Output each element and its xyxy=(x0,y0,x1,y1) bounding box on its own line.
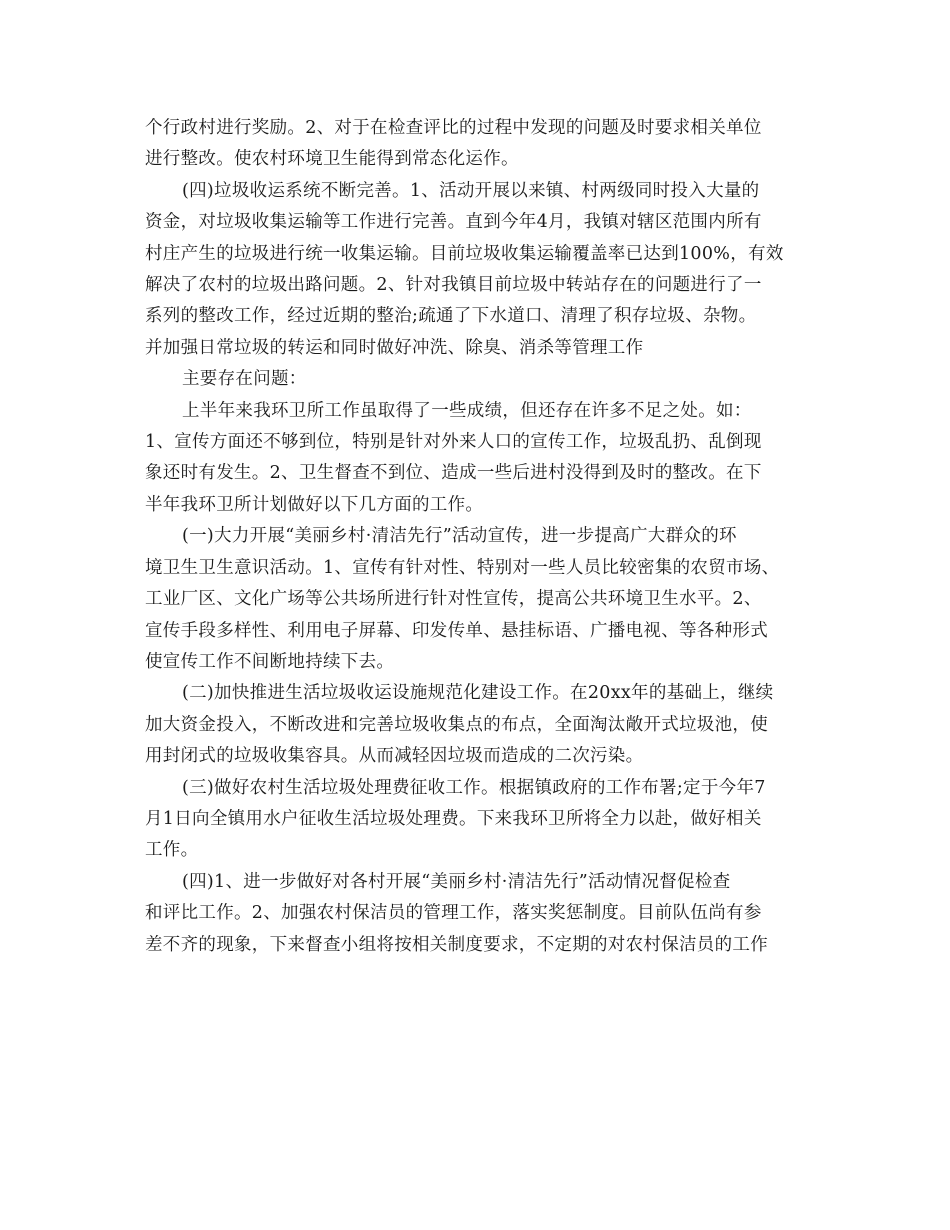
document-line: 象还时有发生。2、卫生督查不到位、造成一些后进村没得到及时的整改。在下 xyxy=(145,463,762,484)
document-line: 使宣传工作不间断地持续下去。 xyxy=(145,651,395,672)
document-line: 主要存在问题： xyxy=(182,369,307,390)
document-line: 进行整改。使农村环境卫生能得到常态化运作。 xyxy=(145,149,519,170)
document-line: 工业厂区、文化广场等公共场所进行针对性宣传，提高公共环境卫生水平。2、 xyxy=(145,589,762,610)
document-line: 并加强日常垃圾的转运和同时做好冲洗、除臭、消杀等管理工作 xyxy=(145,337,644,358)
document-line: (四)垃圾收运系统不断完善。1、活动开展以来镇、村两级同时投入大量的 xyxy=(182,180,760,201)
document-line: 加大资金投入，不断改进和完善垃圾收集点的布点，全面淘汰敞开式垃圾池，使 xyxy=(145,714,768,735)
document-line: 上半年来我环卫所工作虽取得了一些成绩，但还存在许多不足之处。如： xyxy=(182,400,752,421)
document-line: 资金，对垃圾收集运输等工作进行完善。直到今年4月，我镇对辖区范围内所有 xyxy=(145,212,762,233)
document-line: 个行政村进行奖励。2、对于在检查评比的过程中发现的问题及时要求相关单位 xyxy=(145,118,762,138)
document-line: 工作。 xyxy=(145,840,199,861)
document-line: 差不齐的现象，下来督查小组将按相关制度要求，不定期的对农村保洁员的工作 xyxy=(145,934,768,955)
document-line: (三)做好农村生活垃圾处理费征收工作。根据镇政府的工作布署;定于今年7 xyxy=(182,777,766,798)
document-body-text xyxy=(145,113,810,961)
document-line: 村庄产生的垃圾进行统一收集运输。目前垃圾收集运输覆盖率已达到100%，有效 xyxy=(145,243,784,264)
document-line: 用封闭式的垃圾收集容具。从而减轻因垃圾而造成的二次污染。 xyxy=(145,746,644,767)
document-line: 宣传手段多样性、利用电子屏幕、印发传单、悬挂标语、广播电视、等各种形式 xyxy=(145,620,768,641)
document-line: 和评比工作。2、加强农村保洁员的管理工作，落实奖惩制度。目前队伍尚有参 xyxy=(145,903,762,924)
document-line: (四)1、进一步做好对各村开展“美丽乡村·清洁先行”活动情况督促检查 xyxy=(182,871,731,892)
document-line: 1、宣传方面还不够到位，特别是针对外来人口的宣传工作，垃圾乱扔、乱倒现 xyxy=(145,432,762,453)
document-line: (一)大力开展“美丽乡村·清洁先行”活动宣传，进一步提高广大群众的环 xyxy=(182,526,737,547)
document-line: 半年我环卫所计划做好以下几方面的工作。 xyxy=(145,494,484,515)
document-line: 解决了农村的垃圾出路问题。2、针对我镇目前垃圾中转站存在的问题进行了一 xyxy=(145,275,762,296)
document-line: (二)加快推进生活垃圾收运设施规范化建设工作。在20xx年的基础上，继续 xyxy=(182,683,774,704)
document-line: 系列的整改工作，经过近期的整治;疏通了下水道口、清理了积存垃圾、杂物。 xyxy=(145,306,757,327)
document-line: 月1日向全镇用水户征收生活垃圾处理费。下来我环卫所将全力以赴，做好相关 xyxy=(145,808,762,829)
document-line: 境卫生卫生意识活动。1、宣传有针对性、特别对一些人员比较密集的农贸市场、 xyxy=(145,557,780,578)
